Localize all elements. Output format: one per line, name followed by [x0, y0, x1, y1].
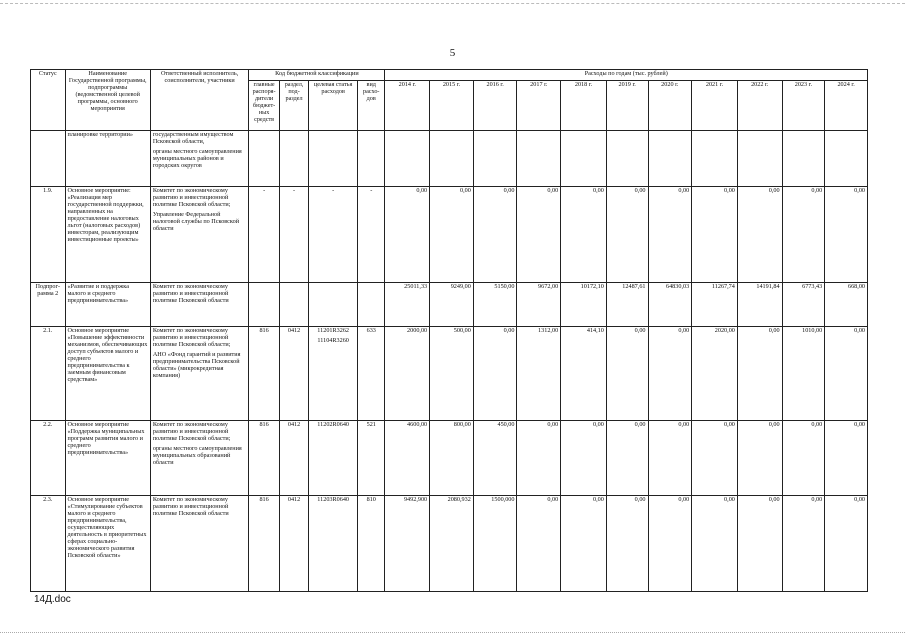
row-responsible: государственным имуществом Псковской области, органы местного самоуправления муниципальных районов и городских округов — [150, 131, 249, 187]
row-responsible: Комитет по экономическому развитию и инвестиционной политике Псковской области — [150, 496, 249, 592]
row-grbs: 816 — [249, 496, 279, 592]
row-value — [648, 131, 692, 187]
footer-filename: 14Д.doc — [34, 594, 71, 605]
row-value: 414,10 — [561, 327, 607, 421]
row-value — [606, 131, 648, 187]
row-value: 4600,00 — [385, 421, 430, 496]
row-status: Подпрог-рамма 2 — [31, 283, 66, 327]
table-row — [31, 187, 868, 283]
row-grbs — [249, 131, 279, 187]
row-value: 0,00 — [737, 327, 782, 421]
header-year: 2023 г. — [782, 81, 825, 131]
row-value: 0,00 — [782, 496, 825, 592]
row-value: 0,00 — [737, 187, 782, 283]
row-vr: 521 — [358, 421, 385, 496]
page-number: 5 — [449, 47, 456, 59]
header-year: 2020 г. — [648, 81, 692, 131]
row-value: 6773,43 — [782, 283, 825, 327]
row-value: 0,00 — [825, 496, 868, 592]
row-responsible: Комитет по экономическому развитию и инвестиционной политике Псковской области — [150, 283, 249, 327]
row-value — [692, 131, 738, 187]
row-value: 5150,00 — [473, 283, 517, 327]
header-status: Статус — [31, 70, 66, 131]
header-year: 2016 г. — [473, 81, 517, 131]
row-value: 1312,00 — [517, 327, 561, 421]
row-value: 0,00 — [692, 421, 738, 496]
row-value: 450,00 — [473, 421, 517, 496]
header-razdel: раздел, под-раздел — [279, 81, 308, 131]
row-value: 0,00 — [561, 187, 607, 283]
row-value: 9672,00 — [517, 283, 561, 327]
row-vr — [358, 283, 385, 327]
table-row — [31, 327, 868, 421]
row-value: 9492,900 — [385, 496, 430, 592]
table-row — [31, 283, 868, 327]
row-value: 0,00 — [517, 187, 561, 283]
header-year: 2014 г. — [385, 81, 430, 131]
header-responsible: Ответственный исполнитель, соисполнители, участники — [150, 70, 249, 131]
scan-bottom-edge — [0, 632, 905, 635]
row-value: 800,00 — [430, 421, 474, 496]
row-value: 0,00 — [648, 327, 692, 421]
row-value: 0,00 — [825, 187, 868, 283]
row-value: 2080,932 — [430, 496, 474, 592]
row-responsible: Комитет по экономическому развитию и инвестиционной политике Псковской области; органы местного самоуправления муниципальных образований области — [150, 421, 249, 496]
row-name: Основное мероприятие «Повышение эффективности механизмов, обеспечивающих доступ субъектов малого и среднего предпринимательства к заемным финансовым средствам» — [65, 327, 150, 421]
row-value: 0,00 — [606, 327, 648, 421]
row-grbs — [249, 283, 279, 327]
row-grbs: 816 — [249, 327, 279, 421]
row-value — [473, 131, 517, 187]
row-value: 0,00 — [782, 421, 825, 496]
row-status: 2.1. — [31, 327, 66, 421]
row-value — [430, 131, 474, 187]
row-vr: 810 — [358, 496, 385, 592]
row-value: 11267,74 — [692, 283, 738, 327]
row-value: 500,00 — [430, 327, 474, 421]
scan-top-edge — [0, 3, 905, 6]
row-value: 0,00 — [517, 496, 561, 592]
row-value: 0,00 — [648, 496, 692, 592]
row-value: 0,00 — [737, 496, 782, 592]
row-value: 0,00 — [648, 421, 692, 496]
row-value: 2000,00 — [385, 327, 430, 421]
row-csr: 11201R3262 11104R3260 — [309, 327, 358, 421]
header-year: 2017 г. — [517, 81, 561, 131]
row-razdel — [279, 131, 308, 187]
row-value: 25011,33 — [385, 283, 430, 327]
row-razdel: 0412 — [279, 327, 308, 421]
row-value — [385, 131, 430, 187]
row-value: 0,00 — [430, 187, 474, 283]
row-csr — [309, 131, 358, 187]
row-name: «Развитие и поддержка малого и среднего предпринимательства» — [65, 283, 150, 327]
row-value: 14191,84 — [737, 283, 782, 327]
row-grbs: 816 — [249, 421, 279, 496]
row-status: 2.2. — [31, 421, 66, 496]
row-value: 12487,61 — [606, 283, 648, 327]
row-value — [561, 131, 607, 187]
row-value: 0,00 — [606, 421, 648, 496]
row-name: Основное мероприятие: «Реализация мер государственной поддержки, направленных на предоставление налоговых льгот (налоговых расходов) инвесторам, реализующим инвестиционные проекты» — [65, 187, 150, 283]
row-value: 0,00 — [737, 421, 782, 496]
row-vr: 633 — [358, 327, 385, 421]
table-row — [31, 131, 868, 187]
row-value: 2020,00 — [692, 327, 738, 421]
row-value: 0,00 — [473, 327, 517, 421]
header-year: 2022 г. — [737, 81, 782, 131]
header-name: Наименование Государственной программы, подпрограммы (ведомственной целевой программы, основного мероприятия — [65, 70, 150, 131]
header-year: 2019 г. — [606, 81, 648, 131]
row-value: 0,00 — [648, 187, 692, 283]
row-razdel: 0412 — [279, 496, 308, 592]
row-razdel: 0412 — [279, 421, 308, 496]
row-value: 0,00 — [692, 187, 738, 283]
row-value: 0,00 — [606, 496, 648, 592]
header-year: 2018 г. — [561, 81, 607, 131]
row-vr: - — [358, 187, 385, 283]
row-value: 9249,00 — [430, 283, 474, 327]
row-csr: 11203R0640 — [309, 496, 358, 592]
row-name: планировке территории» — [65, 131, 150, 187]
row-value: 0,00 — [561, 421, 607, 496]
row-razdel — [279, 283, 308, 327]
row-csr: - — [309, 187, 358, 283]
row-value: 0,00 — [692, 496, 738, 592]
header-year: 2015 г. — [430, 81, 474, 131]
row-value: 0,00 — [385, 187, 430, 283]
row-razdel: - — [279, 187, 308, 283]
row-value — [517, 131, 561, 187]
row-value: 1010,00 — [782, 327, 825, 421]
header-budget-code: Код бюджетной классификации — [249, 70, 385, 81]
row-responsible: Комитет по экономическому развитию и инвестиционной политике Псковской области; АНО «Фонд гарантий и развития предпринимательства Псковской области» (микрокредитная компания) — [150, 327, 249, 421]
row-value — [782, 131, 825, 187]
header-expenses: Расходы по годам (тыс. рублей) — [385, 70, 868, 81]
header-year: 2021 г. — [692, 81, 738, 131]
header-grbs: главные распоря-дители бюджет-ных средств — [249, 81, 279, 131]
row-value: 0,00 — [606, 187, 648, 283]
header-vr: вид расхо-дов — [358, 81, 385, 131]
row-csr: 11202R0640 — [309, 421, 358, 496]
row-name: Основное мероприятие «Стимулирование субъектов малого и среднего предпринимательства, осуществляющих деятельность в приоритетных сферах социально-экономического развития Псковской области» — [65, 496, 150, 592]
row-value: 1500,000 — [473, 496, 517, 592]
row-csr — [309, 283, 358, 327]
row-value: 10172,10 — [561, 283, 607, 327]
row-value — [737, 131, 782, 187]
row-value: 0,00 — [473, 187, 517, 283]
row-value: 0,00 — [517, 421, 561, 496]
row-status: 2.3. — [31, 496, 66, 592]
row-status: 1.9. — [31, 187, 66, 283]
row-value: 668,00 — [825, 283, 868, 327]
row-value: 0,00 — [825, 421, 868, 496]
table-row — [31, 496, 868, 592]
row-value: 0,00 — [825, 327, 868, 421]
row-responsible: Комитет по экономическому развитию и инвестиционной политике Псковской области; Управление Федеральной налоговой службы по Псковской области — [150, 187, 249, 283]
row-grbs: - — [249, 187, 279, 283]
header-year: 2024 г. — [825, 81, 868, 131]
row-value: 64830,03 — [648, 283, 692, 327]
header-csr: целевая статья расходов — [309, 81, 358, 131]
row-value: 0,00 — [782, 187, 825, 283]
budget-table — [30, 69, 868, 592]
row-name: Основное мероприятие «Поддержка муниципальных программ развития малого и среднего предпринимательства» — [65, 421, 150, 496]
row-value: 0,00 — [561, 496, 607, 592]
table-row — [31, 421, 868, 496]
row-status — [31, 131, 66, 187]
row-vr — [358, 131, 385, 187]
row-value — [825, 131, 868, 187]
